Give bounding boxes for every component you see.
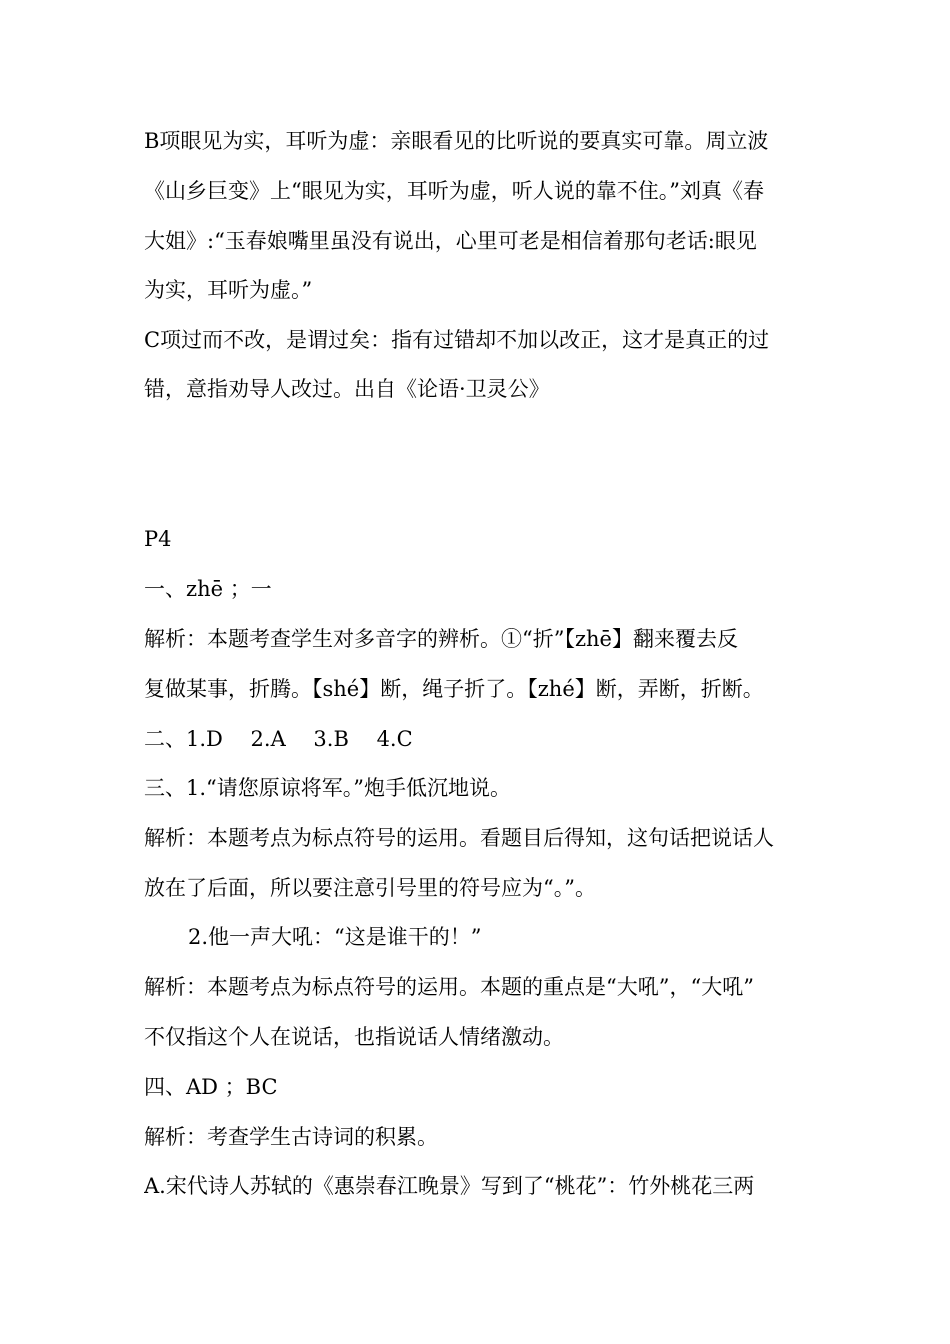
text-line: C项过而不改，是谓过矣：指有过错却不加以改正，这才是真正的过 <box>144 328 770 352</box>
text-line: 复做某事，折腾。【shé】断，绳子折了。【zhé】断，弄断，折断。 <box>144 677 764 701</box>
text-line: A.宋代诗人苏轼的《惠崇春江晚景》写到了“桃花”：竹外桃花三两 <box>144 1174 755 1198</box>
text-line: 二、1.D 2.A 3.B 4.C <box>144 727 413 751</box>
text-line: 放在了后面，所以要注意引号里的符号应为“。”。 <box>144 876 596 900</box>
text-line: 三、1.“请您原谅将军。”炮手低沉地说。 <box>144 776 512 800</box>
text-line: 解析：本题考点为标点符号的运用。本题的重点是“大吼”，“大吼” <box>144 975 754 999</box>
text-line: 解析：本题考点为标点符号的运用。看题目后得知，这句话把说话人 <box>144 826 774 850</box>
text-line: 四、AD ；BC <box>144 1075 278 1099</box>
text-line: 错，意指劝导人改过。出自《论语·卫灵公》 <box>144 377 550 401</box>
text-line: 不仅指这个人在说话，也指说话人情绪激动。 <box>144 1025 564 1049</box>
text-line: 解析：考查学生古诗词的积累。 <box>144 1125 438 1149</box>
page-label: P4 <box>144 527 172 551</box>
text-line: 大姐》:“玉春娘嘴里虽没有说出，心里可老是相信着那句老话:眼见 <box>144 229 757 253</box>
text-line: B项眼见为实，耳听为虚：亲眼看见的比听说的要真实可靠。周立波 <box>144 129 769 153</box>
text-line: 一、zhē ；一 <box>144 577 272 601</box>
text-line: 2.他一声大吼：“这是谁干的！” <box>188 925 482 949</box>
text-line: 解析：本题考查学生对多音字的辨析。①“折”【zhē】翻来覆去反 <box>144 627 738 651</box>
text-line: 《山乡巨变》上“眼见为实，耳听为虚，听人说的靠不住。”刘真《春 <box>144 179 764 203</box>
text-line: 为实，耳听为虚。” <box>144 278 313 302</box>
